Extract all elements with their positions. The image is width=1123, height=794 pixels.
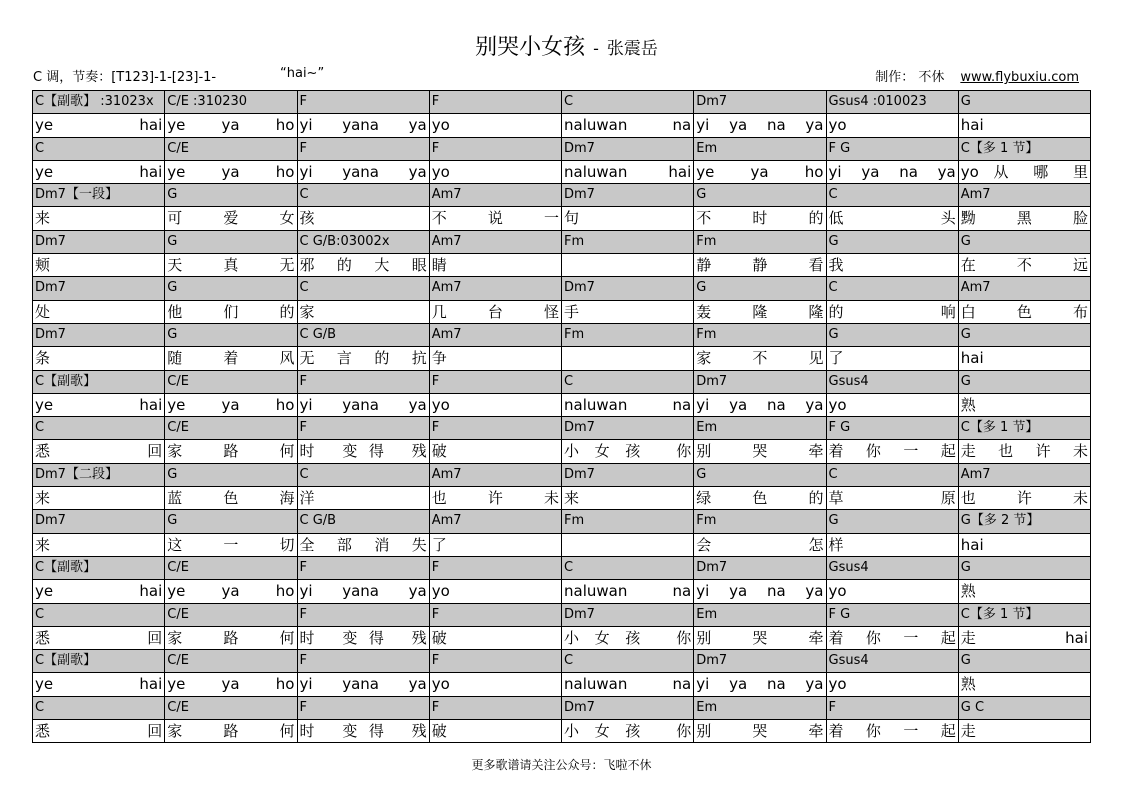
chord-cell: Dm7【一段】 <box>33 184 165 207</box>
chord-cell: C【多 1 节】 <box>959 138 1091 161</box>
chord-cell: F <box>430 697 562 720</box>
lyric-cell: naluwan na <box>562 394 694 417</box>
lyric-cell: hai <box>959 534 1091 557</box>
lyric-cell: 静 静 看 <box>694 254 826 277</box>
chord-cell: F <box>298 557 430 580</box>
chord-cell: Fm <box>694 510 826 533</box>
chord-cell: F G <box>827 417 959 440</box>
lyric-cell: ye ya ho <box>165 580 297 603</box>
chord-cell: Dm7 <box>33 231 165 254</box>
lyric-cell: 他 们 的 <box>165 301 297 324</box>
chord-cell: G <box>165 324 297 347</box>
lyric-cell: naluwan na <box>562 580 694 603</box>
chord-cell: C <box>298 184 430 207</box>
lyric-cell: 小女孩 你 <box>562 627 694 650</box>
chord-row <box>33 697 1091 720</box>
chord-cell: F G <box>827 604 959 627</box>
lyric-cell: 别 哭 牵 <box>694 720 826 743</box>
lyric-cell: yi ya na ya <box>694 580 826 603</box>
chord-row <box>33 324 1091 347</box>
key-rhythm: C 调，节奏：[T123]-1-[23]-1- <box>33 70 217 85</box>
chord-cell: C/E :310230 <box>165 91 297 114</box>
chord-cell: C <box>827 277 959 300</box>
chord-row <box>33 604 1091 627</box>
chord-cell: Dm7 <box>562 464 694 487</box>
chord-cell: G <box>827 324 959 347</box>
chord-cell: C <box>33 417 165 440</box>
lyric-cell: 条 <box>33 347 165 370</box>
chord-cell: Em <box>694 604 826 627</box>
chord-cell: F <box>298 371 430 394</box>
lyric-row <box>33 114 1091 137</box>
chord-cell: C <box>827 184 959 207</box>
chord-cell: Dm7 <box>562 138 694 161</box>
lyric-row <box>33 720 1091 743</box>
lyric-cell: 破 <box>430 440 562 463</box>
lyric-cell: yi ya na ya <box>827 161 959 184</box>
chord-cell: Am7 <box>430 510 562 533</box>
lyric-cell: 洋 <box>298 487 430 510</box>
chord-row <box>33 510 1091 533</box>
lyric-cell: ye hai <box>33 580 165 603</box>
chord-cell: G <box>694 184 826 207</box>
lyric-row <box>33 301 1091 324</box>
chord-cell: C/E <box>165 371 297 394</box>
lyric-cell: 小女孩 你 <box>562 440 694 463</box>
lyric-cell: ye hai <box>33 394 165 417</box>
lyric-cell: naluwan na <box>562 114 694 137</box>
lyric-cell: 手 <box>562 301 694 324</box>
lyric-cell: 家 路 何 <box>165 440 297 463</box>
footer-note: 更多歌谱请关注公众号：飞啦不休 <box>471 758 652 772</box>
chord-cell: Dm7 <box>33 510 165 533</box>
lyric-cell: hai <box>959 114 1091 137</box>
lyric-cell: 走 也 许 未 <box>959 440 1091 463</box>
chord-lyric-grid <box>32 90 1091 743</box>
lyric-cell: 时 变得 残 <box>298 720 430 743</box>
chord-cell: G <box>694 277 826 300</box>
lyric-cell: yi ya na ya <box>694 394 826 417</box>
chord-cell: G <box>959 231 1091 254</box>
lyric-cell: 悉 回 <box>33 720 165 743</box>
chord-cell: C【副歌】 :31023x <box>33 91 165 114</box>
song-title: 别哭小女孩 <box>475 35 586 60</box>
lyric-cell: 我 <box>827 254 959 277</box>
lyric-cell: 了 <box>430 534 562 557</box>
lyric-cell: ye hai <box>33 114 165 137</box>
lyric-cell: 家 不 见 <box>694 347 826 370</box>
lyric-cell: 别 哭 牵 <box>694 440 826 463</box>
chord-cell: F <box>430 650 562 673</box>
chord-cell: F <box>430 91 562 114</box>
chord-cell: G <box>959 91 1091 114</box>
chord-cell: Fm <box>694 324 826 347</box>
chord-cell: C <box>562 557 694 580</box>
chord-row <box>33 464 1091 487</box>
chord-cell: Dm7 <box>694 557 826 580</box>
chord-cell: F <box>298 417 430 440</box>
chord-row <box>33 371 1091 394</box>
lyric-cell: 家 路 何 <box>165 720 297 743</box>
chord-cell: F <box>298 604 430 627</box>
chord-cell: G <box>959 650 1091 673</box>
lyric-cell: ye ya ho <box>165 394 297 417</box>
chord-cell: C <box>33 697 165 720</box>
lyric-cell: yo <box>827 394 959 417</box>
chord-cell: Gsus4 <box>827 371 959 394</box>
chord-cell: G【多 2 节】 <box>959 510 1091 533</box>
lyric-cell: 悉 回 <box>33 627 165 650</box>
chord-cell: Am7 <box>430 184 562 207</box>
lyric-cell: 全 部 消 失 <box>298 534 430 557</box>
lyric-cell: yo <box>827 580 959 603</box>
lyric-cell: 走 hai <box>959 627 1091 650</box>
chord-row <box>33 417 1091 440</box>
chord-cell: C【多 1 节】 <box>959 417 1091 440</box>
lyric-cell: 也 许 未 <box>430 487 562 510</box>
chord-cell: Fm <box>562 324 694 347</box>
chord-cell: C G/B <box>298 510 430 533</box>
chord-cell: G C <box>959 697 1091 720</box>
lyric-cell: 来 <box>33 534 165 557</box>
lyric-cell: 草 原 <box>827 487 959 510</box>
lyric-cell: 无 言 的 抗 <box>298 347 430 370</box>
lyric-cell: 小女孩 你 <box>562 720 694 743</box>
lyric-cell: 别 哭 牵 <box>694 627 826 650</box>
chord-cell: Am7 <box>959 464 1091 487</box>
lyric-cell: 了 <box>827 347 959 370</box>
lyric-cell: yo <box>827 673 959 696</box>
chord-cell: G <box>959 324 1091 347</box>
chord-cell: C/E <box>165 604 297 627</box>
lyric-cell: yi yana ya <box>298 394 430 417</box>
lyric-cell: yi yana ya <box>298 580 430 603</box>
lyric-row <box>33 207 1091 230</box>
lyric-cell: ye hai <box>33 161 165 184</box>
lyric-cell: 颊 <box>33 254 165 277</box>
chord-cell: F G <box>827 138 959 161</box>
lyric-cell: 走 <box>959 720 1091 743</box>
chord-cell: Am7 <box>959 277 1091 300</box>
lyric-cell: yo 从 哪 里 <box>959 161 1091 184</box>
lyric-cell: yo <box>430 114 562 137</box>
lyric-cell: 可 爱 女 <box>165 207 297 230</box>
chord-cell: Em <box>694 697 826 720</box>
lyric-row <box>33 580 1091 603</box>
credits <box>875 66 1079 85</box>
chord-cell: Dm7 <box>694 650 826 673</box>
lyric-cell: 不 说 一 <box>430 207 562 230</box>
chord-cell: F <box>430 417 562 440</box>
chord-row <box>33 138 1091 161</box>
lyric-cell: 绿 色 的 <box>694 487 826 510</box>
chord-cell: C【副歌】 <box>33 650 165 673</box>
lyric-cell: naluwan na <box>562 673 694 696</box>
chord-cell: G <box>165 184 297 207</box>
chord-cell: C【多 1 节】 <box>959 604 1091 627</box>
lyric-cell: yo <box>827 114 959 137</box>
lyric-cell: 这 一 切 <box>165 534 297 557</box>
lyric-cell: 样 <box>827 534 959 557</box>
lyric-cell: ye ya ho <box>694 161 826 184</box>
lyric-cell: yi yana ya <box>298 114 430 137</box>
chord-cell: C <box>562 371 694 394</box>
lyric-cell: 睛 <box>430 254 562 277</box>
chord-cell: C【副歌】 <box>33 371 165 394</box>
chord-cell: F <box>298 650 430 673</box>
chord-cell: Dm7 <box>562 277 694 300</box>
lyric-cell: 的 响 <box>827 301 959 324</box>
site-link[interactable]: www.flybuxiu.com <box>960 70 1079 85</box>
chord-cell: Em <box>694 138 826 161</box>
lyric-cell: 着 你 一 起 <box>827 440 959 463</box>
lyric-cell: ye ya ho <box>165 114 297 137</box>
lyric-cell: 轰 隆 隆 <box>694 301 826 324</box>
chord-row <box>33 650 1091 673</box>
lyric-cell: 破 <box>430 720 562 743</box>
lyric-row <box>33 161 1091 184</box>
lyric-cell: 来 <box>33 207 165 230</box>
lyric-cell: yi ya na ya <box>694 673 826 696</box>
lyric-cell: 处 <box>33 301 165 324</box>
title-separator: - <box>593 39 599 58</box>
lyric-cell: 几 台 怪 <box>430 301 562 324</box>
lyric-row <box>33 394 1091 417</box>
chord-cell: F <box>298 697 430 720</box>
chord-cell: Dm7 <box>694 371 826 394</box>
chord-cell: Am7 <box>430 464 562 487</box>
lyric-cell: ye hai <box>33 673 165 696</box>
chord-cell: G <box>165 277 297 300</box>
chord-cell: C <box>562 650 694 673</box>
lyric-cell <box>562 254 694 277</box>
lyric-cell: 在 不 远 <box>959 254 1091 277</box>
lyric-cell: yi yana ya <box>298 673 430 696</box>
chord-cell: C/E <box>165 417 297 440</box>
lyric-cell: 时 变得 残 <box>298 627 430 650</box>
chord-cell: Em <box>694 417 826 440</box>
chord-cell: G <box>959 557 1091 580</box>
lyric-cell: 争 <box>430 347 562 370</box>
lyric-cell: 着 你 一 起 <box>827 720 959 743</box>
author-credit: 制作： 不休 <box>875 70 945 85</box>
lyric-cell <box>562 534 694 557</box>
lyric-row <box>33 673 1091 696</box>
lyric-cell: 家 路 何 <box>165 627 297 650</box>
lyric-cell: yo <box>430 161 562 184</box>
lyric-cell: hai <box>959 347 1091 370</box>
lyric-cell: 熟 <box>959 580 1091 603</box>
chord-cell: C <box>298 277 430 300</box>
chord-cell: C G/B <box>298 324 430 347</box>
chord-cell: F <box>430 138 562 161</box>
chord-cell: Am7 <box>430 231 562 254</box>
lyric-cell: 句 <box>562 207 694 230</box>
chord-cell: G <box>165 510 297 533</box>
chord-cell: C <box>827 464 959 487</box>
chord-cell: Am7 <box>430 277 562 300</box>
chord-cell: C <box>33 138 165 161</box>
chord-row <box>33 277 1091 300</box>
chord-cell: Dm7 <box>33 324 165 347</box>
chord-row <box>33 184 1091 207</box>
lyric-cell: 黝 黑 脸 <box>959 207 1091 230</box>
chord-cell: C/E <box>165 650 297 673</box>
lyric-cell: 来 <box>562 487 694 510</box>
lyric-cell: yo <box>430 580 562 603</box>
lyric-cell: yo <box>430 673 562 696</box>
chord-cell: F <box>430 604 562 627</box>
lyric-cell: 家 <box>298 301 430 324</box>
lyric-cell: 天 真 无 <box>165 254 297 277</box>
lyric-cell: 随 着 风 <box>165 347 297 370</box>
lyric-cell: 熟 <box>959 394 1091 417</box>
lyric-row <box>33 347 1091 370</box>
lyric-cell: 低 头 <box>827 207 959 230</box>
lyric-row <box>33 487 1091 510</box>
chord-cell: G <box>827 510 959 533</box>
chord-cell: F <box>298 91 430 114</box>
chord-cell: Dm7 <box>562 604 694 627</box>
lyric-row <box>33 627 1091 650</box>
chord-cell: Dm7【二段】 <box>33 464 165 487</box>
chord-cell: G <box>959 371 1091 394</box>
chord-cell: C/E <box>165 138 297 161</box>
lyric-cell: 时 变得 残 <box>298 440 430 463</box>
hai-note: “hai~” <box>280 66 325 81</box>
chord-cell: Gsus4 <box>827 650 959 673</box>
chord-cell: Dm7 <box>562 184 694 207</box>
chord-cell: Dm7 <box>694 91 826 114</box>
lyric-cell: yo <box>430 394 562 417</box>
lyric-cell: 不 时 的 <box>694 207 826 230</box>
song-title-line <box>0 30 1123 61</box>
chord-cell: G <box>165 464 297 487</box>
lyric-row <box>33 440 1091 463</box>
artist-name: 张震岳 <box>606 39 658 59</box>
lyric-cell: 也 许 未 <box>959 487 1091 510</box>
lyric-cell: yi ya na ya <box>694 114 826 137</box>
chord-cell: G <box>694 464 826 487</box>
chord-cell: C【副歌】 <box>33 557 165 580</box>
lyric-cell: 着 你 一 起 <box>827 627 959 650</box>
lyric-cell: 熟 <box>959 673 1091 696</box>
chord-row <box>33 91 1091 114</box>
lyric-cell: 孩 <box>298 207 430 230</box>
chord-cell: C <box>562 91 694 114</box>
lyric-cell: 破 <box>430 627 562 650</box>
lyric-row <box>33 534 1091 557</box>
chord-cell: Gsus4 <box>827 557 959 580</box>
lyric-cell: 会 怎 <box>694 534 826 557</box>
lyric-cell: 邪 的 大 眼 <box>298 254 430 277</box>
chord-cell: Fm <box>694 231 826 254</box>
lyric-cell: ye ya ho <box>165 161 297 184</box>
chord-cell: Dm7 <box>562 417 694 440</box>
chord-cell: C/E <box>165 557 297 580</box>
chord-row <box>33 557 1091 580</box>
chord-cell: Dm7 <box>562 697 694 720</box>
lyric-cell: ye ya ho <box>165 673 297 696</box>
chord-cell: F <box>430 371 562 394</box>
chord-cell: F <box>827 697 959 720</box>
lyric-cell: 悉 回 <box>33 440 165 463</box>
chord-cell: Am7 <box>959 184 1091 207</box>
lyric-cell: yi yana ya <box>298 161 430 184</box>
chord-cell: C <box>33 604 165 627</box>
lyric-cell: 蓝 色 海 <box>165 487 297 510</box>
lyric-cell: 白 色 布 <box>959 301 1091 324</box>
lyric-row <box>33 254 1091 277</box>
chord-cell: F <box>430 557 562 580</box>
chord-cell: C <box>298 464 430 487</box>
chord-cell: Fm <box>562 231 694 254</box>
chord-cell: Am7 <box>430 324 562 347</box>
chord-row <box>33 231 1091 254</box>
lyric-cell <box>562 347 694 370</box>
chord-cell: C/E <box>165 697 297 720</box>
chord-cell: Dm7 <box>33 277 165 300</box>
chord-cell: C G/B:03002x <box>298 231 430 254</box>
chord-cell: Gsus4 :010023 <box>827 91 959 114</box>
lyric-cell: naluwan hai <box>562 161 694 184</box>
lyric-cell: 来 <box>33 487 165 510</box>
chord-cell: G <box>165 231 297 254</box>
chord-cell: Fm <box>562 510 694 533</box>
chord-cell: F <box>298 138 430 161</box>
chord-cell: G <box>827 231 959 254</box>
